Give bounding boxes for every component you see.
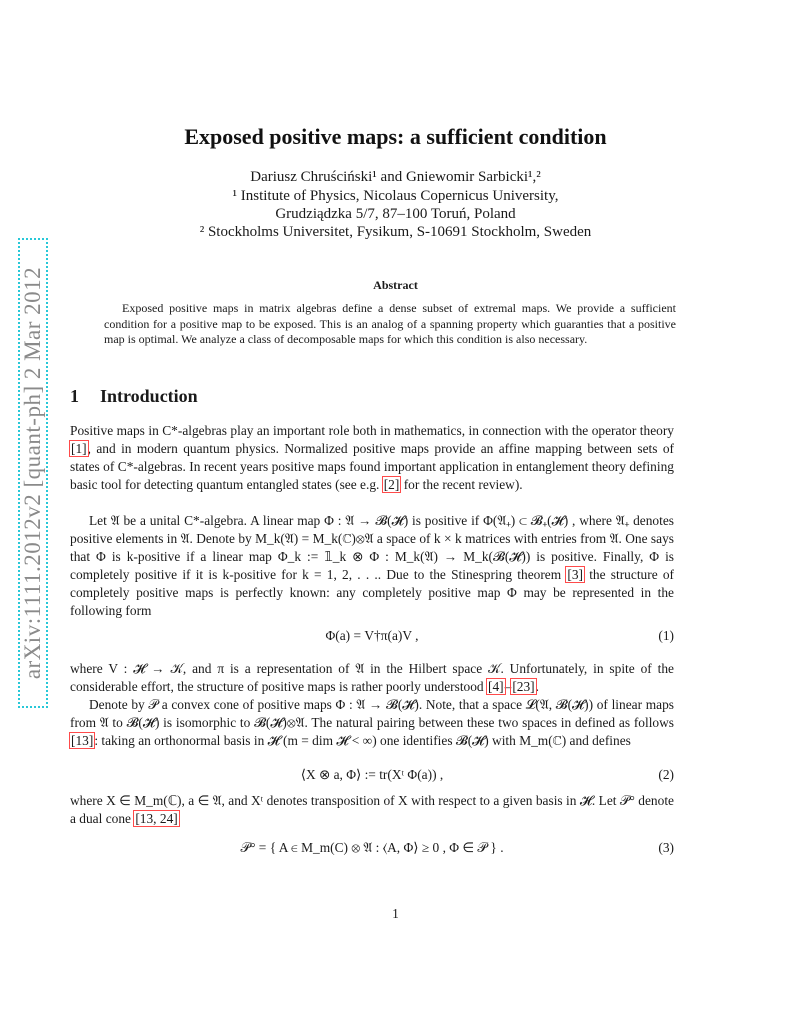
section-heading bbox=[70, 386, 198, 407]
arxiv-stamp bbox=[18, 238, 48, 708]
equation-1 bbox=[70, 628, 674, 648]
arxiv-stamp-text: arXiv:1111.2012v2 [quant-ph] 2 Mar 2012 bbox=[20, 266, 45, 680]
equation-3-number: (3) bbox=[658, 840, 674, 855]
equation-2-number: (2) bbox=[658, 767, 674, 782]
p1-text-c: for the recent review). bbox=[400, 477, 523, 493]
p1-text-a: Positive maps in C*-algebras play an important role both in mathematics, in connection with the operator theory bbox=[70, 423, 674, 438]
page-number: 1 bbox=[392, 906, 399, 921]
citation-link[interactable]: [13] bbox=[71, 733, 94, 749]
equation-2-formula: ⟨X ⊗ a, Φ⟩ := tr(Xᵗ Φ(a)) , bbox=[300, 767, 444, 782]
p2-text-a: Let 𝔄 be a unital C*-algebra. A linear map Φ : 𝔄 → 𝓑(𝓗) is positive if Φ(𝔄₊) ⊂ 𝓑₊(𝓗) , where 𝔄₊ denotes positive elements in 𝔄. Denote by M_k(𝔄) = M_k(ℂ)⊗𝔄 a space of k × k matrices with entries from 𝔄. One says that Φ is k-positive if a linear map Φ_k := 𝟙_k ⊗ Φ : M_k(𝔄) → M_k(𝓑(𝓗)) is positive. Finally, Φ is completely positive if it is k-positive for k = 1, 2, . . .. Due to the Stinespring theorem bbox=[70, 513, 674, 583]
p5-text-a: where X ∈ M_m(ℂ), a ∈ 𝔄, and Xᵗ denotes transposition of X with respect to a given basis in 𝓗. Let 𝒫° denote a dual cone bbox=[70, 793, 674, 827]
citation-link[interactable]: [13, 24] bbox=[135, 811, 178, 827]
paper-title: Exposed positive maps: a sufficient condition bbox=[184, 124, 607, 149]
section-title: Introduction bbox=[100, 386, 198, 406]
citation-link[interactable]: [23] bbox=[512, 679, 535, 695]
p4-text-b: : taking an orthonormal basis in 𝓗 (m = dim 𝓗 < ∞) one identifies 𝓑(𝓗) with M_m(ℂ) and defines bbox=[94, 733, 631, 749]
p4-text-a: Denote by 𝒫 a convex cone of positive maps Φ : 𝔄 → 𝓑(𝓗). Note, that a space 𝓛(𝔄, 𝓑(𝓗)) of linear maps from 𝔄 to 𝓑(𝓗) is isomorphic to 𝓑(𝓗)⊗𝔄. The natural pairing between these two spaces in defined as follows bbox=[70, 697, 674, 731]
citation-link[interactable]: [4] bbox=[487, 679, 504, 695]
citation-link[interactable]: [2] bbox=[383, 477, 400, 493]
paragraph-4 bbox=[70, 696, 674, 750]
paragraph-5 bbox=[70, 792, 674, 828]
abstract-heading: Abstract bbox=[373, 278, 418, 292]
paragraph-3 bbox=[70, 660, 674, 696]
equation-1-formula: Φ(a) = V†π(a)V , bbox=[325, 628, 419, 643]
p2-text-b: the structure of completely positive maps is perfectly known: any completely positive map Φ may be represented in the following form bbox=[70, 567, 675, 619]
affiliation-2: ² Stockholms Universitet, Fysikum, S-10691 Stockholm, Sweden bbox=[199, 224, 592, 240]
paragraph-2 bbox=[70, 512, 674, 621]
citation-link[interactable]: [3] bbox=[567, 567, 583, 583]
p1-text-b: , and in modern quantum physics. Normalized positive maps provide an affine mapping between sets of states of C*-algebras. In recent years positive maps found important application in entanglement theory defining basic tool for detecting quantum entangled states (see e.g. bbox=[70, 441, 674, 493]
p3-dash: – bbox=[504, 679, 512, 695]
section-number: 1 bbox=[70, 386, 79, 406]
paragraph-1 bbox=[70, 422, 674, 494]
affiliation-1a: ¹ Institute of Physics, Nicolaus Copernicus University, bbox=[232, 188, 559, 204]
p3-text-a: where V : 𝓗 → 𝒦, and π is a representation of 𝔄 in the Hilbert space 𝒦. Unfortunately, in spite of the considerable effort, the structure of positive maps is rather poorly understood bbox=[70, 661, 674, 695]
equation-2 bbox=[70, 767, 674, 787]
citation-link[interactable]: [1] bbox=[71, 441, 87, 457]
equation-3-formula: 𝒫° = { A ∈ M_m(C) ⊗ 𝔄 : ⟨A, Φ⟩ ≥ 0 , Φ ∈ 𝒫 } . bbox=[240, 840, 504, 855]
affiliation-1b: Grudziądzka 5/7, 87–100 Toruń, Poland bbox=[275, 206, 516, 222]
authors: Dariusz Chruściński¹ and Gniewomir Sarbicki¹,² bbox=[250, 169, 541, 185]
p3-text-b: . bbox=[535, 679, 539, 695]
abstract-body: Exposed positive maps in matrix algebras define a dense subset of extremal maps. We provide a sufficient condition for a positive map to be exposed. This is an analog of a spanning property which guaranties that a positive map is optimal. We analyze a class of decomposable maps for which this condition is also necessary. bbox=[104, 301, 676, 346]
equation-1-number: (1) bbox=[658, 628, 674, 643]
equation-3 bbox=[70, 840, 674, 860]
